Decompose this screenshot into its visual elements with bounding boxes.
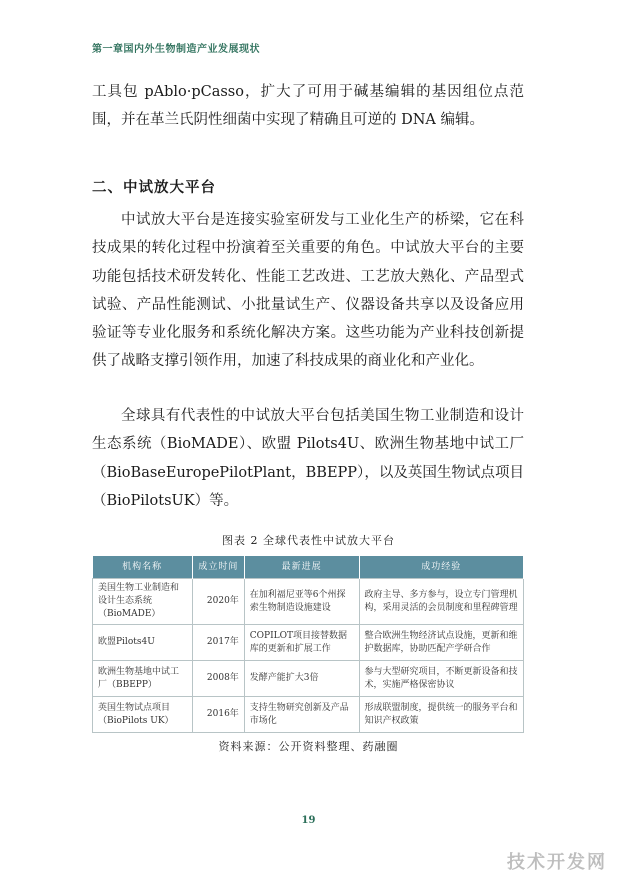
header-progress: 最新进展 [244, 556, 359, 579]
cell-institution: 美国生物工业制造和设计生态系统（BioMADE） [93, 579, 193, 625]
header-experience: 成功经验 [359, 556, 523, 579]
watermark-text: 技术开发网 [507, 852, 607, 873]
section-title: 二、中试放大平台 [92, 180, 216, 196]
table-source: 资料来源：公开资料整理、药融圈 [218, 740, 399, 753]
table-row [93, 661, 524, 697]
cell-experience: 整合欧洲生物经济试点设施，更新和维护数据库，协助匹配产学研合作 [359, 625, 523, 661]
cell-founded: 2016年 [192, 697, 244, 733]
table-row [93, 579, 524, 625]
paragraph-pilot-platform: 中试放大平台是连接实验室研发与工业化生产的桥梁，它在科技成果的转化过程中扮演着至关重要的角色。中试放大平台的主要功能包括技术研发转化、性能工艺改进、工艺放大熟化、产品型式试验、产品性能测试、小批量试生产、仪器设备共享以及设备应用验证等专业化服务和系统化解决方案。这些功能为产业科技创新提供了战略支撑引领作用，加速了科技成果的商业化和产业化。 [92, 212, 524, 370]
platform-table [92, 556, 524, 733]
cell-experience: 政府主导、多方参与，设立专门管理机构，采用灵活的会员制度和里程碑管理 [359, 579, 523, 625]
cell-progress: 支持生物研究创新及产品市场化 [244, 697, 359, 733]
cell-institution: 欧盟Pilots4U [93, 625, 193, 661]
paragraph-representative-platforms: 全球具有代表性的中试放大平台包括美国生物工业制造和设计生态系统（BioMADE）、欧盟 Pilots4U、欧洲生物基地中试工厂（BioBaseEuropePilotPlant，BBEPP），以及英国生物试点项目（BioPilotsUK）等。 [92, 408, 524, 509]
cell-experience: 参与大型研究项目，不断更新设备和技术，实施严格保密协议 [359, 661, 523, 697]
cell-progress: 在加利福尼亚等6个州探索生物制造设施建设 [244, 579, 359, 625]
cell-institution: 欧洲生物基地中试工厂（BBEPP） [93, 661, 193, 697]
header-institution: 机构名称 [93, 556, 193, 579]
table-caption: 图表 2 全球代表性中试放大平台 [222, 534, 395, 547]
header-founded: 成立时间 [192, 556, 244, 579]
chapter-header: 第一章国内外生物制造产业发展现状 [92, 44, 260, 55]
table-row [93, 697, 524, 733]
cell-progress: COPILOT项目接替数据库的更新和扩展工作 [244, 625, 359, 661]
cell-experience: 形成联盟制度，提供统一的服务平台和知识产权政策 [359, 697, 523, 733]
table-row [93, 625, 524, 661]
cell-institution: 英国生物试点项目（BioPilots UK） [93, 697, 193, 733]
cell-founded: 2020年 [192, 579, 244, 625]
table-header-row [93, 556, 524, 579]
paragraph-intro: 工具包 pAblo·pCasso，扩大了可用于碱基编辑的基因组位点范围，并在革兰氏阴性细菌中实现了精确且可逆的 DNA 编辑。 [92, 84, 524, 129]
cell-founded: 2008年 [192, 661, 244, 697]
cell-founded: 2017年 [192, 625, 244, 661]
page-number: 19 [301, 815, 316, 826]
cell-progress: 发酵产能扩大3倍 [244, 661, 359, 697]
